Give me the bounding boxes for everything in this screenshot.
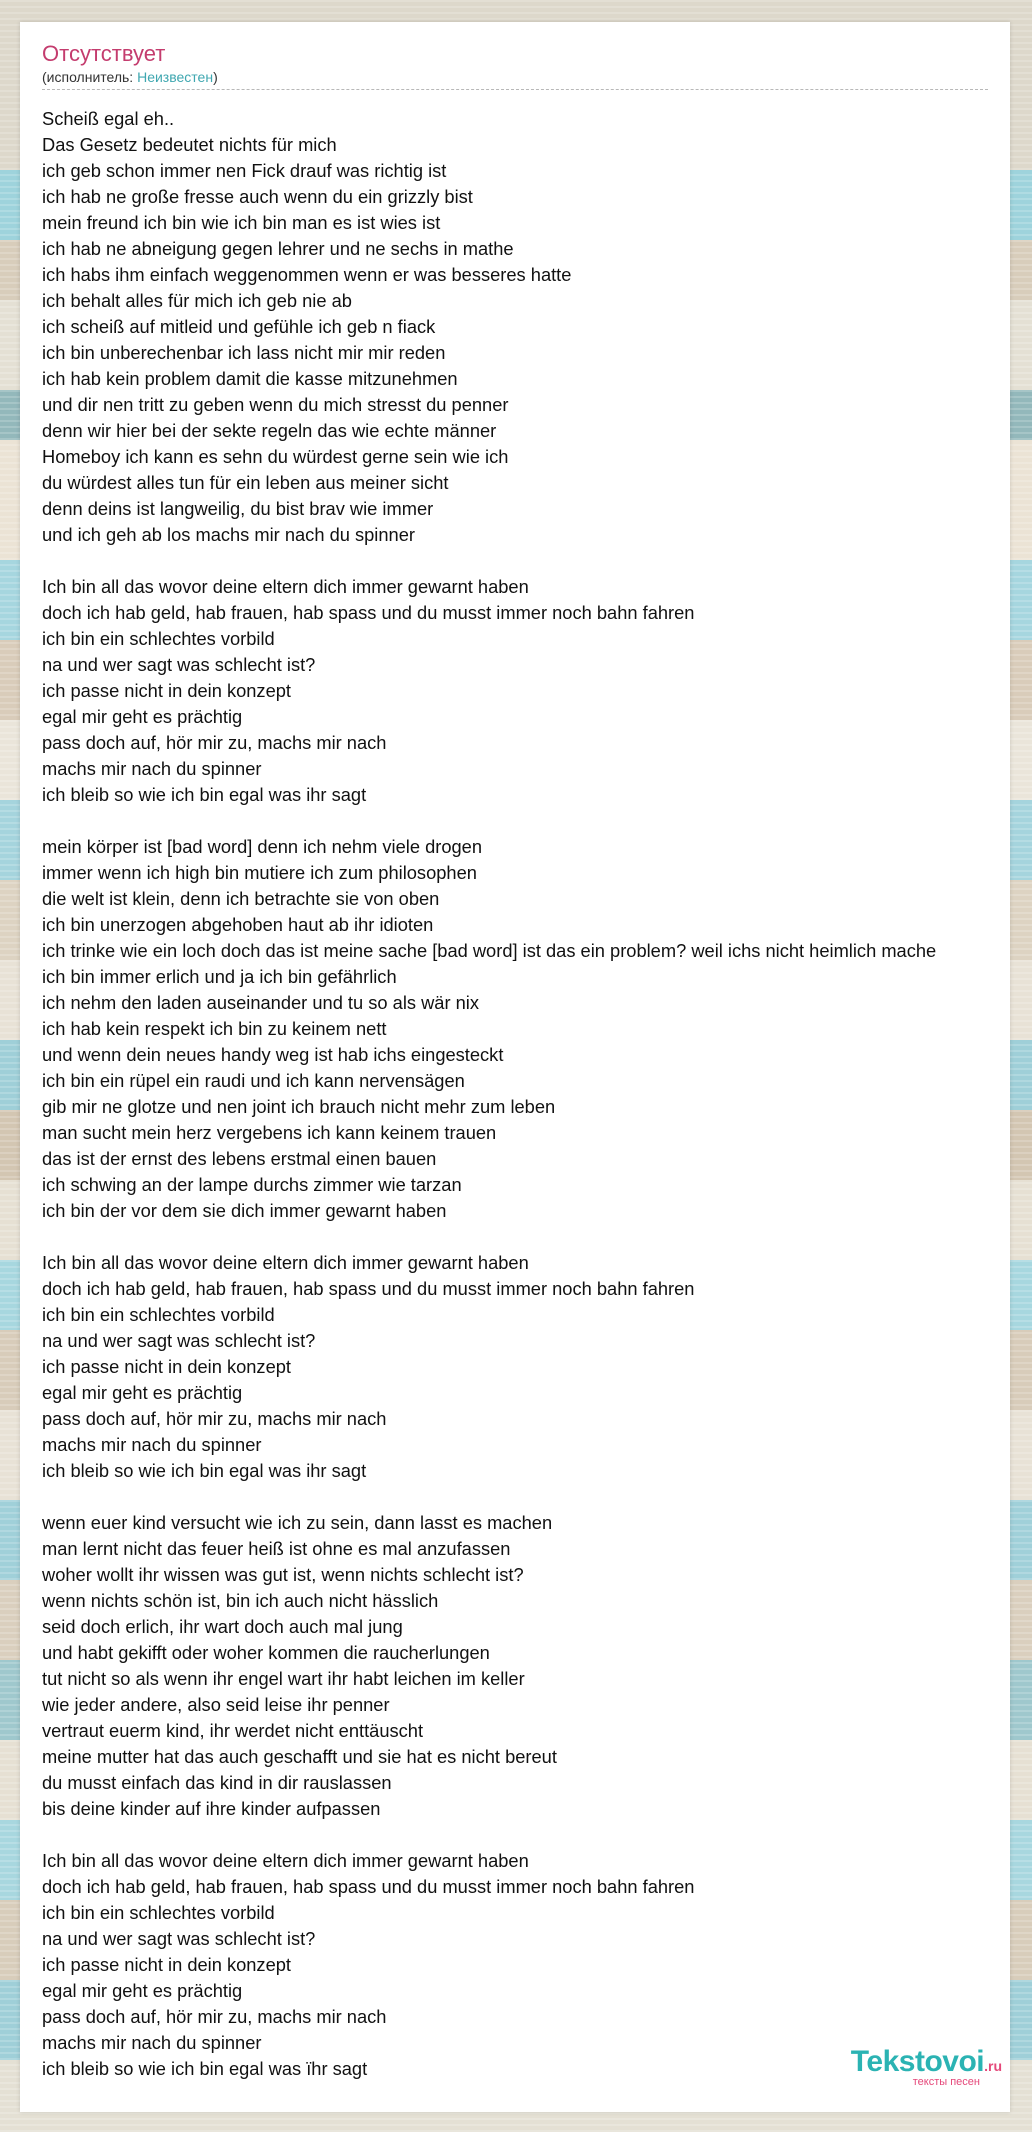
lyric-line: ich bin unerzogen abgehoben haut ab ihr idioten (42, 914, 434, 935)
lyric-line: tut nicht so als wenn ihr engel wart ihr habt leichen im keller (42, 1668, 525, 1689)
artist-prefix: (исполнитель: (42, 69, 138, 85)
lyric-line: ich passe nicht in dein konzept (42, 1954, 291, 1975)
lyric-line: na und wer sagt was schlecht ist? (42, 654, 316, 675)
lyric-line: machs mir nach du spinner (42, 758, 262, 779)
lyric-line: machs mir nach du spinner (42, 2032, 262, 2053)
lyric-line: wenn euer kind versucht wie ich zu sein, dann lasst es machen (42, 1512, 553, 1533)
lyric-line: ich bin immer erlich und ja ich bin gefährlich (42, 966, 397, 987)
lyric-line: wenn nichts schön ist, bin ich auch nicht hässlich (42, 1590, 439, 1611)
lyric-line: ich bleib so wie ich bin egal was ïhr sagt (42, 2058, 368, 2079)
lyric-line: Ich bin all das wovor deine eltern dich immer gewarnt haben (42, 576, 529, 597)
artist-suffix: ) (213, 69, 218, 85)
lyric-line: ich nehm den laden auseinander und tu so als wär nix (42, 992, 480, 1013)
stanza-break (42, 1822, 1010, 1848)
lyric-line: machs mir nach du spinner (42, 1434, 262, 1455)
lyric-line: und ich geh ab los machs mir nach du spinner (42, 524, 415, 545)
lyric-line: du musst einfach das kind in dir rauslassen (42, 1772, 392, 1793)
logo-wordmark: Tekstovoi (850, 2045, 985, 2078)
stanza-break (42, 808, 1010, 834)
lyric-line: ich bin ein schlechtes vorbild (42, 1902, 275, 1923)
lyric-line: und dir nen tritt zu geben wenn du mich stresst du penner (42, 394, 509, 415)
lyric-line: ich hab kein problem damit die kasse mitzunehmen (42, 368, 458, 389)
lyric-line: na und wer sagt was schlecht ist? (42, 1928, 316, 1949)
lyric-line: ich bin ein schlechtes vorbild (42, 628, 275, 649)
lyric-line: ich behalt alles für mich ich geb nie ab (42, 290, 352, 311)
song-title: Отсутствует (42, 41, 166, 66)
lyric-line: das ist der ernst des lebens erstmal einen bauen (42, 1148, 437, 1169)
lyric-line: ich schwing an der lampe durchs zimmer wie tarzan (42, 1174, 462, 1195)
lyric-line: ich trinke wie ein loch doch das ist meine sache [bad word] ist das ein problem? weil ichs nicht heimlich mache (42, 940, 937, 961)
lyric-line: die welt ist klein, denn ich betrachte sie von oben (42, 888, 440, 909)
lyric-line: gib mir ne glotze und nen joint ich brauch nicht mehr zum leben (42, 1096, 556, 1117)
lyric-line: man lernt nicht das feuer heiß ist ohne es mal anzufassen (42, 1538, 511, 1559)
lyric-line: und wenn dein neues handy weg ist hab ichs eingesteckt (42, 1044, 504, 1065)
lyrics-text (42, 106, 1010, 2082)
lyric-line: ich scheiß auf mitleid und gefühle ich geb n fiack (42, 316, 436, 337)
lyric-line: und habt gekifft oder woher kommen die raucherlungen (42, 1642, 490, 1663)
lyric-line: ich bin ein schlechtes vorbild (42, 1304, 275, 1325)
artist-link[interactable]: Неизвестен (137, 69, 214, 85)
lyric-line: man sucht mein herz vergebens ich kann keinem trauen (42, 1122, 497, 1143)
lyric-line: vertraut euerm kind, ihr werdet nicht enttäuscht (42, 1720, 424, 1741)
lyric-line: ich hab ne abneigung gegen lehrer und ne sechs in mathe (42, 238, 514, 259)
lyric-line: mein körper ist [bad word] denn ich nehm viele drogen (42, 836, 483, 857)
lyric-line: ich bleib so wie ich bin egal was ihr sagt (42, 1460, 367, 1481)
stanza-break (42, 548, 1010, 574)
site-logo[interactable] (851, 2047, 1002, 2088)
artist-line (42, 68, 988, 90)
lyric-line: pass doch auf, hör mir zu, machs mir nach (42, 2006, 387, 2027)
lyric-line: ich bin ein rüpel ein raudi und ich kann nervensägen (42, 1070, 465, 1091)
lyric-line: bis deine kinder auf ihre kinder aufpassen (42, 1798, 381, 1819)
lyric-line: pass doch auf, hör mir zu, machs mir nach (42, 1408, 387, 1429)
logo-tagline: тексты песен (912, 2076, 980, 2088)
logo-tld: .ru (984, 2058, 1002, 2074)
lyric-line: Scheiß egal eh.. (42, 108, 175, 129)
lyric-line: egal mir geht es prächtig (42, 1980, 243, 2001)
lyrics-card (20, 22, 1010, 2112)
stanza-break (42, 1484, 1010, 1510)
lyric-line: Ich bin all das wovor deine eltern dich immer gewarnt haben (42, 1252, 529, 1273)
lyric-line: ich hab ne große fresse auch wenn du ein grizzly bist (42, 186, 473, 207)
stanza-break (42, 1224, 1010, 1250)
lyric-line: mein freund ich bin wie ich bin man es ist wies ist (42, 212, 441, 233)
lyric-line: meine mutter hat das auch geschafft und sie hat es nicht bereut (42, 1746, 557, 1767)
lyric-line: denn wir hier bei der sekte regeln das wie echte männer (42, 420, 497, 441)
lyric-line: doch ich hab geld, hab frauen, hab spass und du musst immer noch bahn fahren (42, 1876, 695, 1897)
lyric-line: wie jeder andere, also seid leise ihr penner (42, 1694, 390, 1715)
lyric-line: egal mir geht es prächtig (42, 706, 243, 727)
lyric-line: seid doch erlich, ihr wart doch auch mal jung (42, 1616, 403, 1637)
lyric-line: doch ich hab geld, hab frauen, hab spass und du musst immer noch bahn fahren (42, 1278, 695, 1299)
lyric-line: doch ich hab geld, hab frauen, hab spass und du musst immer noch bahn fahren (42, 602, 695, 623)
lyric-line: pass doch auf, hör mir zu, machs mir nach (42, 732, 387, 753)
lyric-line: ich bin unberechenbar ich lass nicht mir mir reden (42, 342, 446, 363)
lyric-line: ich bin der vor dem sie dich immer gewarnt haben (42, 1200, 447, 1221)
lyric-line: egal mir geht es prächtig (42, 1382, 243, 1403)
lyric-line: ich passe nicht in dein konzept (42, 1356, 291, 1377)
lyric-line: Das Gesetz bedeutet nichts für mich (42, 134, 337, 155)
lyric-line: Homeboy ich kann es sehn du würdest gerne sein wie ich (42, 446, 509, 467)
song-header (42, 40, 988, 90)
lyric-line: ich hab kein respekt ich bin zu keinem nett (42, 1018, 387, 1039)
lyric-line: na und wer sagt was schlecht ist? (42, 1330, 316, 1351)
lyric-line: ich passe nicht in dein konzept (42, 680, 291, 701)
lyric-line: immer wenn ich high bin mutiere ich zum philosophen (42, 862, 477, 883)
lyric-line: denn deins ist langweilig, du bist brav wie immer (42, 498, 434, 519)
lyric-line: ich bleib so wie ich bin egal was ihr sagt (42, 784, 367, 805)
lyric-line: du würdest alles tun für ein leben aus meiner sicht (42, 472, 449, 493)
lyric-line: ich geb schon immer nen Fick drauf was richtig ist (42, 160, 447, 181)
lyric-line: ich habs ihm einfach weggenommen wenn er was besseres hatte (42, 264, 572, 285)
lyric-line: woher wollt ihr wissen was gut ist, wenn nichts schlecht ist? (42, 1564, 524, 1585)
lyric-line: Ich bin all das wovor deine eltern dich immer gewarnt haben (42, 1850, 529, 1871)
